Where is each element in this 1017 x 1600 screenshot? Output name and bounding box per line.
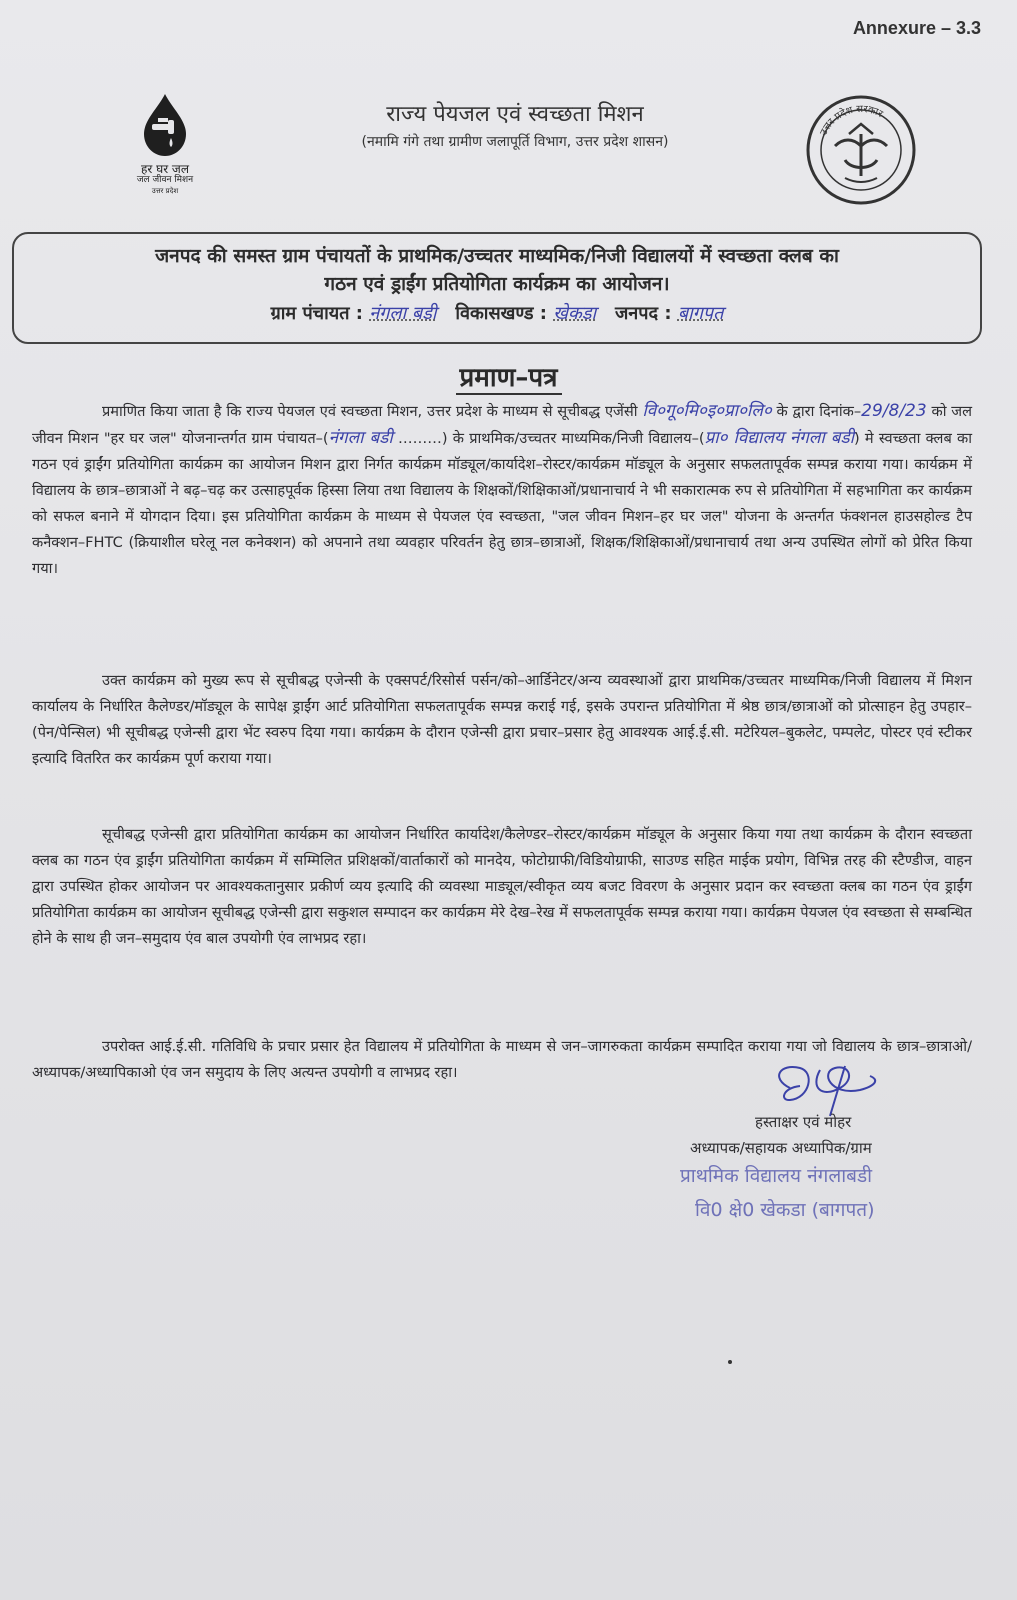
jal-jeevan-mission-logo: [110, 90, 220, 195]
water-drop-tap-icon: [130, 90, 200, 160]
paragraph-3: [32, 822, 972, 952]
paragraph-1: [32, 398, 972, 582]
annexure-label: Annexure – 3.3: [852, 18, 981, 38]
logo-caption-3: उत्तर प्रदेश: [151, 187, 179, 195]
document-header: [280, 98, 750, 151]
ink-dot: [728, 1360, 732, 1364]
village-handwritten: नंगला बडी: [328, 428, 393, 448]
para-1-a: प्रमाणित किया जाता है कि राज्य पेयजल एवं स्वच्छता मिशन, उत्तर प्रदेश के माध्यम से सूचीबद्ध एजेंसी: [102, 403, 638, 420]
up-government-seal-icon: [805, 94, 917, 206]
mission-subtitle: (नमामि गंगे तथा ग्रामीण जलापूर्ति विभाग, उत्तर प्रदेश शासन): [361, 134, 669, 150]
certificate-title-text: प्रमाण–पत्र: [456, 363, 562, 395]
banner-line-2: गठन एवं ड्राईंग प्रतियोगिता कार्यक्रम का आयोजन।: [324, 273, 670, 295]
district-value: बागपत: [677, 303, 724, 324]
block-label: विकासखण्ड :: [455, 303, 548, 324]
signature-label: हस्ताक्षर एवं मोहर: [755, 1113, 852, 1131]
para-1-b: के द्वारा दिनांक–: [776, 403, 862, 420]
gram-panchayat-value: नंगला बडी: [369, 303, 437, 324]
para-2-text: उक्त कार्यक्रम को मुख्य रूप से सूचीबद्ध एजेन्सी के एक्सपर्ट/रिसोर्स पर्सन/को–आर्डिनेटर/अन्य व्यवस्थाओं द्वारा प्राथमिक/उच्चतर माध्यमिक/निजी विद्यालय में मिशन कार्यालय के निर्धारित कैलेण्डर/मॉड्यूल के सापेक्ष ड्राईंग आर्ट प्रतियोगिता सफलतापूर्वक सम्पन्न कराई गई, इसके उपरान्त प्रतियोगिता में श्रेष्ठ छात्र/छात्राओं को प्रोत्साहन हेतु उपहार–(पेन/पेन्सिल) भी सूचीबद्ध एजेन्सी द्वारा भेंट स्वरुप दिया गया। कार्यक्रम के दौरान एजेन्सी द्वारा प्रचार–प्रसार हेतु आवश्यक आई.ई.सी. मटेरियल–बुकलेट, पम्पलेट, पोस्टर एवं स्टीकर इत्यादि वितरित कर कार्यक्रम पूर्ण कराया गया।: [32, 672, 972, 767]
date-handwritten: 29/8/23: [861, 401, 927, 421]
school-stamp-line-2: वि0 क्षे0 खेकडा (बागपत): [695, 1199, 875, 1221]
signature-block: [680, 1058, 980, 1258]
school-stamp-line-1: प्राथमिक विद्यालय नंगलाबडी: [680, 1165, 873, 1187]
mission-title: राज्य पेयजल एवं स्वच्छता मिशन: [386, 102, 644, 127]
district-label: जनपद :: [614, 303, 672, 324]
event-banner: [12, 232, 982, 344]
gram-panchayat-label: ग्राम पंचायत :: [270, 303, 363, 324]
agency-name-handwritten: वि०गू०मि०इ०प्रा०लि०: [642, 401, 772, 421]
para-4-text: उपरोक्त आई.ई.सी. गतिविधि के प्रचार प्रसार हेत विद्यालय में प्रतियोगिता के माध्यम से जन–जागरुकता कार्यक्रम सम्पादित कराया गया जो विद्यालय के छात्र–छात्राओ/अध्यापक/अध्यापिकाओ एंव जन समुदाय के लिए अत्यन्त उपयोगी व लाभप्रद रहा।: [32, 1038, 972, 1081]
logo-caption-2: जल जीवन मिशन: [136, 175, 194, 185]
logo-caption-1: हर घर जल: [141, 162, 189, 176]
seal-text: उत्तर प्रदेश सरकार: [818, 103, 885, 138]
para-1-d: ………) के प्राथमिक/उच्चतर माध्यमिक/निजी विद्यालय–(: [398, 430, 705, 447]
block-value: खेकडा: [553, 303, 597, 324]
handwritten-signature: [760, 1058, 900, 1118]
para-1-e: ) मे स्वच्छता क्लब का गठन एवं ड्राईंग प्रतियोगिता कार्यक्रम का आयोजन मिशन द्वारा निर्गत कार्यक्रम मॉड्यूल/कार्यादेश–रोस्टर/कार्यक्रम मॉड्यूल के अनुसार सफलतापूर्वक सम्पन्न कराया गया। कार्यक्रम में विद्यालय के छात्र–छात्राओं ने बढ़–चढ़ कर उत्साहपूर्वक हिस्सा लिया तथा विद्यालय के शिक्षकों/शिक्षिकाओं/प्रधानाचार्य ने भी सकारात्मक रुप से प्रतियोगिता में सहभागिता कर कार्यक्रम को सफल बनाने में योगदान दिया। इस प्रतियोगिता कार्यक्रम के माध्यम से पेयजल एंव स्वच्छता, "जल जीवन मिशन–हर घर जल" योजना के अन्तर्गत फंक्शनल हाउसहोल्ड टैप कनैक्शन–FHTC (क्रियाशील घरेलू नल कनेक्शन) को अपनाने तथा व्यवहार परिवर्तन हेतु छात्र–छात्राओं, शिक्षक/शिक्षिकाओं/प्रधानाचार्य तथा अन्य उपस्थित लोगों को प्रेरित किया गया।: [32, 430, 973, 577]
banner-location-row: [38, 298, 956, 330]
designation-label: अध्यापक/सहायक अध्यापिक/ग्राम: [690, 1139, 872, 1157]
banner-line-1: जनपद की समस्त ग्राम पंचायतों के प्राथमिक/उच्चतर माध्यमिक/निजी विद्यालयों में स्वच्छता क्लब का: [155, 245, 839, 267]
para-1-c: को जल जीवन मिशन "हर घर जल" योजनान्तर्गत ग्राम पंचायत–(: [32, 403, 972, 447]
certificate-title: [0, 358, 1017, 394]
school-name-handwritten: प्रा० विद्यालय नंगला बडी: [704, 428, 854, 448]
para-3-text: सूचीबद्ध एजेन्सी द्वारा प्रतियोगिता कार्यक्रम का आयोजन निर्धारित कार्यादेश/कैलेण्डर–रोस्टर/कार्यक्रम मॉड्यूल के अनुसार किया गया तथा कार्यक्रम के दौरान स्वच्छता क्लब का गठन एंव ड्राईंग प्रतियोगिता कार्यक्रम में सम्मिलित प्रशिक्षकों/वार्ताकारों को मानदेय, फोटोग्राफी/विडियोग्राफी, साउण्ड सहित माईक प्रयोग, विभिन्न तरह की स्टैण्डीज, वाहन द्वारा उपस्थित होकर आयोजन पर आवश्यकतानुसार प्रकीर्ण व्यय इत्यादि की व्यवस्था माड्यूल/स्वीकृत व्यय बजट विवरण के अनुसार प्रदान कर स्वच्छता क्लब का गठन एंव ड्राईंग प्रतियोगिता कार्यक्रम का आयोजन सूचीबद्ध एजेन्सी द्वारा सकुशल सम्पादन कर कार्यक्रम मेरे देख–रेख में सफलतापूर्वक सम्पन्न कराया गया। कार्यक्रम पेयजल एंव स्वच्छता से सम्बन्धित होने के साथ ही जन–समुदाय एंव बाल उपयोगी एंव लाभप्रद रहा।: [32, 826, 972, 947]
paragraph-2: [32, 668, 972, 772]
